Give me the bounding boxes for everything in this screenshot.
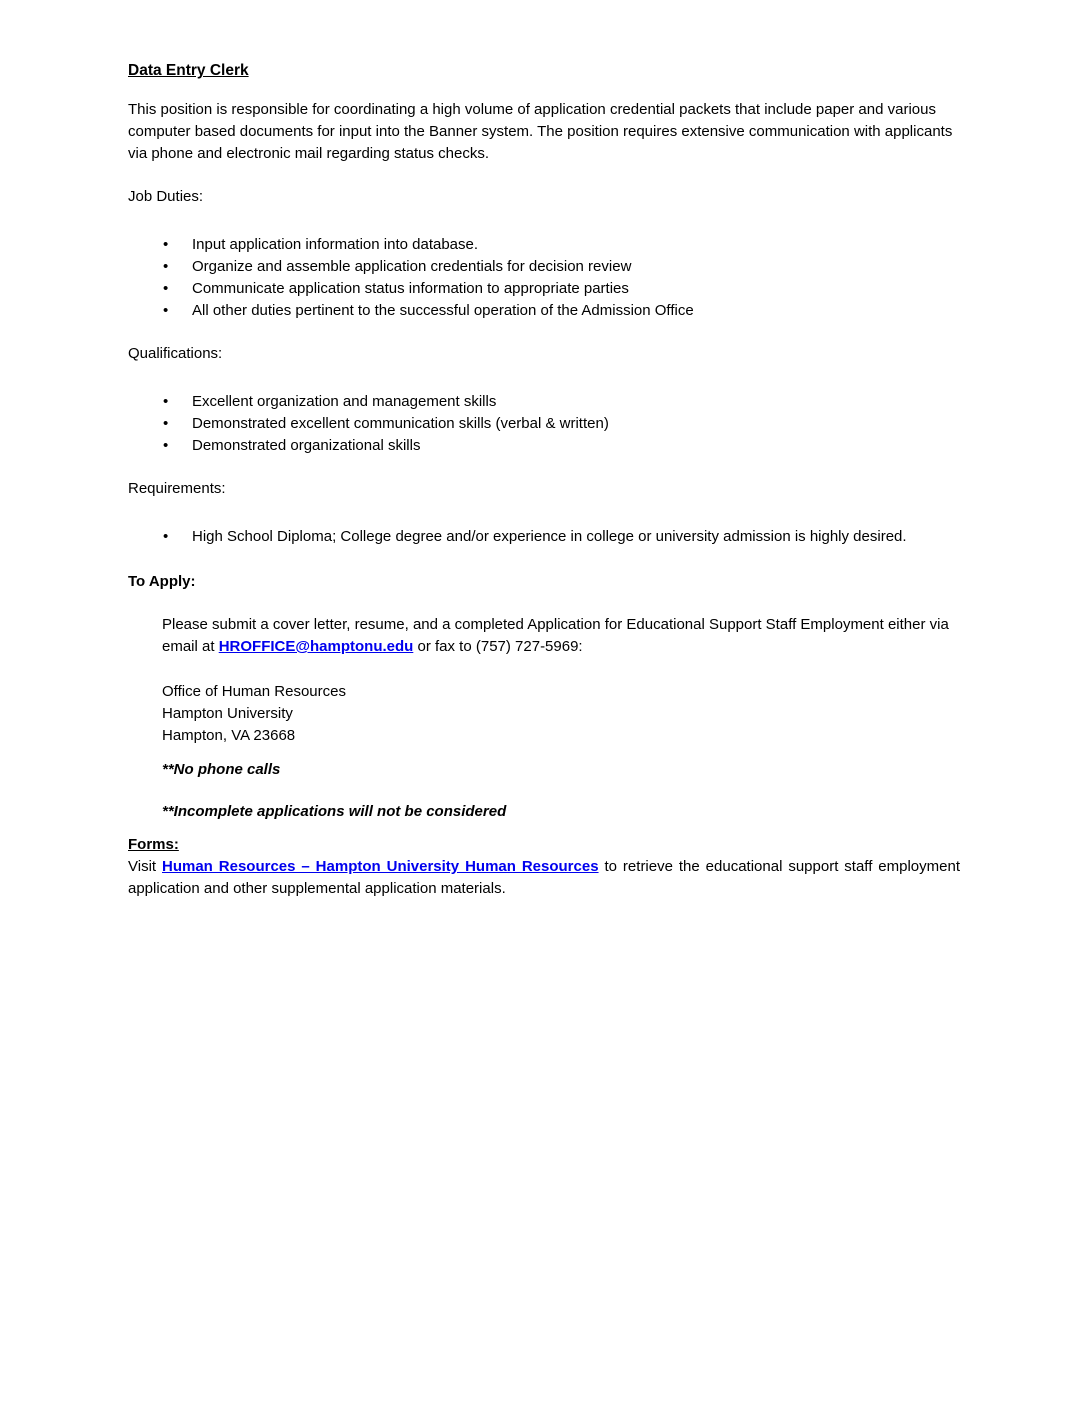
address-block [162, 681, 960, 747]
no-phone-calls-note: **No phone calls [162, 761, 281, 778]
list-item: • Input application information into database. [163, 234, 960, 256]
requirements-heading: Requirements: [128, 480, 226, 497]
to-apply-heading: To Apply: [128, 573, 196, 590]
incomplete-applications-note: **Incomplete applications will not be considered [162, 803, 507, 820]
apply-text-before-email: Please submit a cover letter, resume, and a completed Application for Educational Support Staff Employment either via email at [162, 616, 949, 655]
forms-paragraph [128, 856, 960, 900]
address-line-city: Hampton, VA 23668 [162, 727, 296, 744]
forms-text-after-link: to retrieve the educational support staff employment application and other supplemental application materials. [128, 858, 961, 897]
apply-instructions-paragraph [162, 614, 960, 658]
forms-heading: Forms: [128, 836, 179, 853]
intro-paragraph: This position is responsible for coordinating a high volume of application credential packets that include paper and various computer based documents for input into the Banner system. The position requires extensive communication with applicants via phone and electronic mail regarding status checks. [128, 101, 953, 162]
list-item: • High School Diploma; College degree and/or experience in college or university admission is highly desired. [163, 526, 960, 548]
list-item: • All other duties pertinent to the successful operation of the Admission Office [163, 300, 960, 322]
forms-text-before-link: Visit [128, 858, 162, 875]
list-item: • Communicate application status information to appropriate parties [163, 278, 960, 300]
job-duties-heading: Job Duties: [128, 188, 204, 205]
email-link[interactable]: HROFFICE@hamptonu.edu [218, 638, 414, 655]
address-line-office: Office of Human Resources [162, 683, 346, 700]
qualifications-heading: Qualifications: [128, 345, 223, 362]
list-item: • Organize and assemble application credentials for decision review [163, 256, 960, 278]
requirements-list [128, 526, 960, 548]
list-item: • Excellent organization and management skills [163, 391, 960, 413]
address-line-university: Hampton University [162, 705, 293, 722]
hr-website-link[interactable]: Human Resources – Hampton University Human Resources [162, 858, 599, 875]
list-item: • Demonstrated excellent communication skills (verbal & written) [163, 413, 960, 435]
page-title: Data Entry Clerk [128, 62, 249, 79]
apply-text-after-email: or fax to (757) 727-5969: [413, 638, 583, 655]
qualifications-list [128, 391, 960, 457]
list-item: • Demonstrated organizational skills [163, 435, 960, 457]
job-duties-list [128, 234, 960, 322]
